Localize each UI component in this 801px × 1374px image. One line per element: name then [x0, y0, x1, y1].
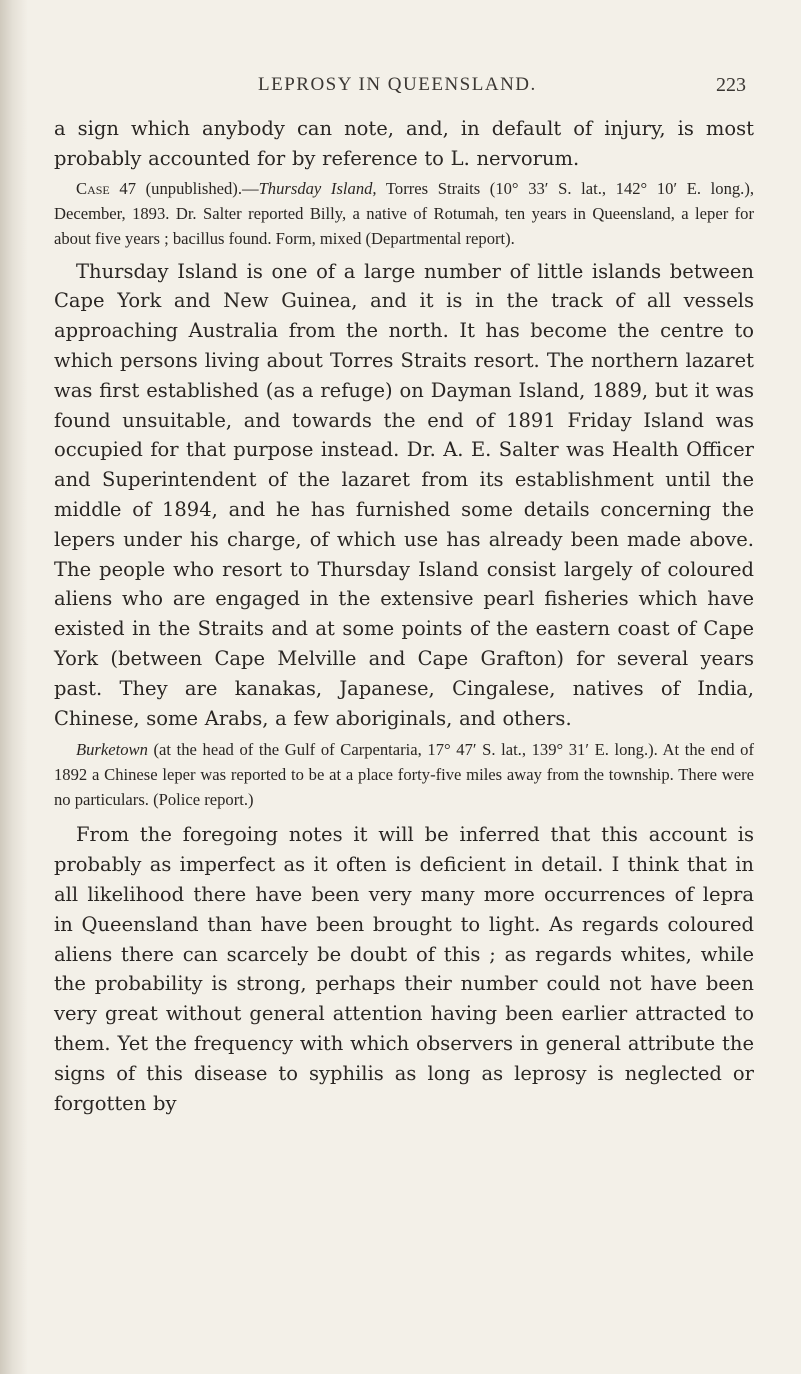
paragraph-conclusion: From the foregoing notes it will be inferred that this account is probably as imperfect as it often is deficient in detail. I think that in all likelihood there have been very many more occurrences of lepra in Queensland than have been brought to light. As regards coloured aliens there can scarcely be doubt of this ; as regards whites, while the probability is strong, perhaps their number could not have been very great without general attention having been earlier attracted to them. Yet the frequency with which observers in general attribute the signs of this disease to syphilis as long as leprosy is neglected or forgotten by — [54, 823, 754, 1115]
page-number: 223 — [716, 74, 746, 96]
case-rest: Torres Straits (10° 33′ S. lat., 142° 10′ E. long.), December, 1893. Dr. Salter reported Billy, a native of Rotumah, ten years in Queensland, a leper for about five years ; bacillus found. Form, mixed (Departmental report). — [54, 178, 755, 248]
burketown-rest: (at the head of the Gulf of Carpentaria, 17° 47′ S. lat., 139° 31′ E. long.). At the end of 1892 a Chinese leper was reported to be at a place forty-five miles away from the township. There were no particulars. (Police report.) — [54, 740, 754, 810]
paragraph-opening: a sign which anybody can note, and, in default of injury, is most probably accounted for by reference to L. nervorum. — [54, 117, 754, 170]
page-binding-edge — [0, 0, 28, 1374]
burketown-place: Burketown — [76, 740, 148, 760]
case-text: (unpublished).— — [136, 178, 259, 198]
case-label: Case 47 — [76, 178, 136, 198]
burketown-note — [54, 737, 754, 812]
page-header — [0, 74, 801, 104]
running-head: LEPROSY IN QUEENSLAND. — [258, 74, 537, 95]
case-place: Thursday Island, — [258, 178, 377, 198]
page-body — [54, 114, 754, 1118]
case-47-note — [54, 176, 754, 251]
paragraph-thursday-island: Thursday Island is one of a large number of little islands between Cape York and New Guinea, and it is in the track of all vessels approaching Australia from the north. It has become the centre to which persons living about Torres Straits resort. The northern lazaret was first established (as a refuge) on Dayman Island, 1889, but it was found unsuitable, and towards the end of 1891 Friday Island was occupied for that purpose instead. Dr. A. E. Salter was Health Officer and Superintendent of the lazaret from its establishment until the middle of 1894, and he has furnished some details concerning the lepers under his charge, of which use has already been made above. The people who resort to Thursday Island consist largely of coloured aliens who are engaged in the extensive pearl fisheries which have existed in the Straits and at some points of the eastern coast of Cape York (between Cape Melville and Cape Grafton) for several years past. They are kanakas, Japanese, Cingalese, natives of India, Chinese, some Arabs, a few aboriginals, and others. — [54, 259, 754, 730]
